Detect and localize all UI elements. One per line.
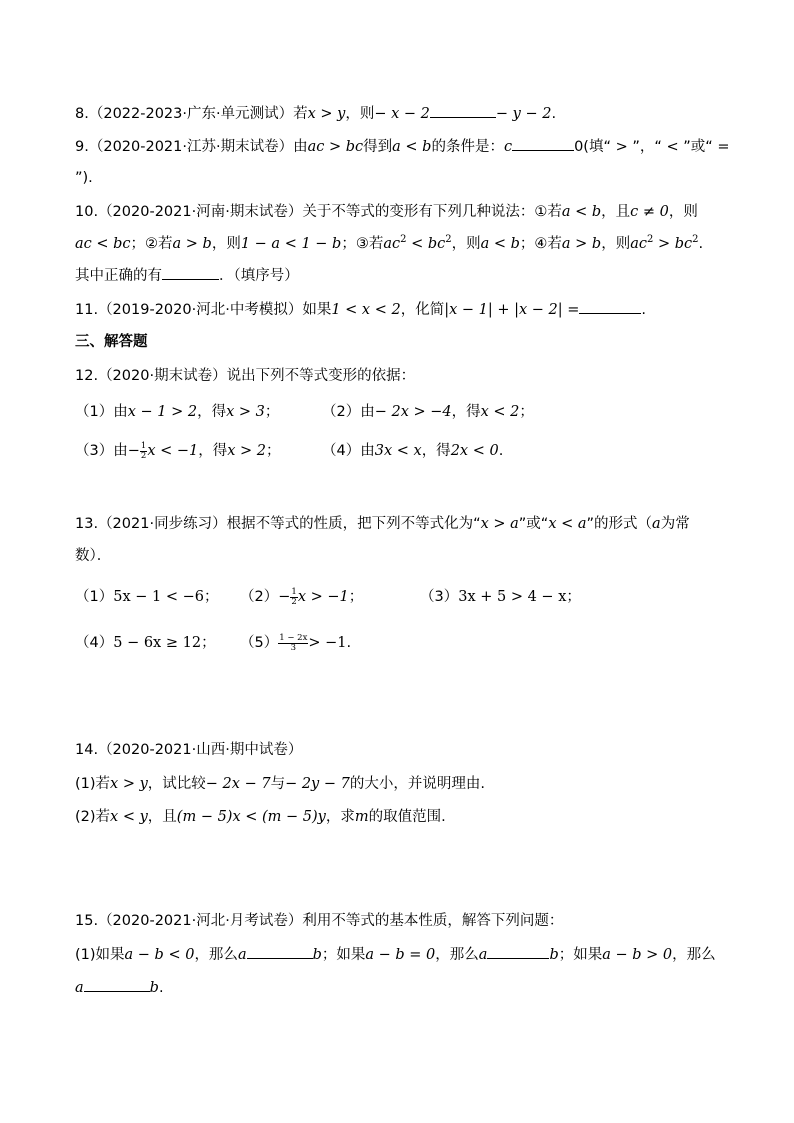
text: 根据不等式的性质，把下列不等式化为“	[226, 516, 481, 532]
q12-part-2	[322, 402, 534, 422]
answer-blank[interactable]	[512, 136, 574, 151]
text: ，那么	[672, 947, 716, 963]
question-15	[75, 911, 563, 931]
superscript: 2	[646, 234, 654, 246]
text: ，试比较	[147, 776, 206, 792]
text: ，则	[601, 236, 631, 252]
answer-blank[interactable]	[162, 265, 219, 280]
math: a − b < 0	[124, 947, 195, 963]
math: a < b	[392, 139, 432, 155]
math: a < b	[561, 204, 602, 220]
math: 1 < x < 2	[331, 302, 401, 318]
superscript: 2	[692, 234, 699, 246]
math: ac	[630, 236, 647, 252]
text: ；	[203, 589, 219, 605]
math: − 2x > −4	[374, 404, 452, 420]
text: （1）	[75, 589, 114, 605]
question-source: （2019-2020·河北·中考模拟）	[98, 302, 303, 318]
fraction	[290, 588, 297, 607]
text: ，得	[198, 443, 228, 459]
question-source: （2020·期末试卷）	[98, 368, 227, 384]
q15-part-1	[75, 944, 716, 965]
text: ，则	[211, 236, 241, 252]
text: （3）由	[75, 443, 128, 459]
text: ”的形式（	[586, 516, 653, 532]
math: x > y	[307, 106, 346, 122]
math: −	[127, 443, 140, 459]
q13-part-1	[75, 587, 218, 607]
text: （4）	[75, 635, 114, 651]
math: ac > bc	[307, 139, 364, 155]
math: x < y	[110, 809, 148, 825]
fraction	[278, 634, 308, 653]
text: 若	[293, 106, 308, 122]
question-14	[75, 740, 302, 760]
fraction-numerator: 1	[291, 586, 297, 597]
math: a	[75, 980, 84, 996]
math: x > −1	[297, 589, 349, 605]
q12-part-4	[322, 441, 503, 461]
question-13-cont	[75, 546, 111, 566]
math: x > a	[480, 516, 519, 532]
math: x < 2	[480, 404, 520, 420]
text: ，得	[451, 404, 481, 420]
answer-blank[interactable]	[487, 944, 549, 959]
text: 由	[293, 139, 308, 155]
text: （3）	[420, 589, 459, 605]
question-13	[75, 514, 690, 534]
answer-blank[interactable]	[579, 299, 641, 314]
text: ，则	[451, 236, 481, 252]
text: 的条件是：	[431, 139, 504, 155]
math: > −1	[308, 635, 347, 651]
text: (1)如果	[75, 947, 125, 963]
text: 0(填“ > ”，“ < ”或“ =	[574, 139, 730, 155]
question-11	[75, 299, 646, 320]
math: 3x < x	[374, 443, 422, 459]
math: |x − 1| + |x − 2| =	[444, 302, 580, 318]
text: ．（填序号）	[219, 268, 299, 284]
math: a − b = 0	[365, 947, 436, 963]
answer-blank[interactable]	[430, 103, 496, 118]
question-8	[75, 103, 556, 124]
text: .	[551, 106, 557, 122]
q12-part-3	[75, 441, 281, 461]
math: − 2x − 7	[205, 776, 271, 792]
text: ”或“	[518, 516, 549, 532]
question-number: 13.	[75, 516, 99, 532]
text: .	[498, 443, 504, 459]
text: ；如果	[321, 947, 366, 963]
question-number: 8.	[75, 106, 89, 122]
math: a	[652, 516, 661, 532]
text: 与	[270, 776, 286, 792]
section-heading: 三、解答题	[75, 334, 148, 350]
math: − y − 2	[495, 106, 552, 122]
text: (1)若	[75, 776, 111, 792]
question-number: 14.	[75, 742, 99, 758]
text: ，那么	[194, 947, 238, 963]
q14-part-1	[75, 774, 485, 794]
text: 关于不等式的变形有下列几种说法：①若	[302, 204, 562, 220]
math: < bc	[406, 236, 446, 252]
text: ，得	[197, 404, 227, 420]
text: 的取值范围.	[368, 809, 446, 825]
superscript: 2	[400, 234, 407, 246]
text: （2）由	[322, 404, 375, 420]
text: 的大小，并说明理由.	[349, 776, 485, 792]
math: x > 3	[226, 404, 265, 420]
q12-part-1	[75, 402, 279, 422]
text: （2）	[240, 589, 279, 605]
question-9-cont	[75, 168, 93, 188]
superscript: 2	[445, 234, 452, 246]
math: a > b	[561, 236, 602, 252]
math: > bc	[653, 236, 693, 252]
question-source: （2020-2021·江苏·期末试卷）	[88, 139, 294, 155]
q13-part-3	[420, 587, 581, 607]
text: 说出下列不等式变形的依据：	[226, 368, 416, 384]
text: ；	[266, 443, 281, 459]
question-10	[75, 202, 698, 222]
q15-part-1-cont	[75, 977, 164, 998]
math: a > b	[172, 236, 212, 252]
math: m	[354, 809, 369, 825]
fraction-numerator: 1	[140, 440, 147, 451]
math: a < b	[480, 236, 520, 252]
fraction-denominator: 2	[291, 596, 297, 607]
text: .	[158, 980, 164, 996]
math: a	[478, 947, 488, 963]
text: ，得	[421, 443, 451, 459]
text: .	[346, 635, 352, 651]
math: x − 1 > 2	[127, 404, 198, 420]
math: x < a	[548, 516, 587, 532]
math: x > y	[110, 776, 148, 792]
answer-blank[interactable]	[84, 977, 150, 992]
math: (m − 5)x < (m − 5)y	[176, 809, 326, 825]
question-number: 11.	[75, 302, 99, 318]
text: .	[698, 236, 704, 252]
question-source: （2020-2021·河北·月考试卷）	[98, 913, 303, 929]
math: a − b > 0	[602, 947, 673, 963]
text: 得到	[363, 139, 393, 155]
q13-part-2	[240, 587, 363, 607]
fraction-denominator: 3	[290, 642, 297, 653]
text: 如果	[302, 302, 332, 318]
question-number: 12.	[75, 368, 99, 384]
fraction-denominator: 2	[140, 450, 147, 461]
text: ；②若	[130, 236, 173, 252]
text: 数）．	[75, 548, 112, 564]
math: x > 2	[227, 443, 267, 459]
math: 1 − a < 1 − b	[240, 236, 342, 252]
math: − x − 2	[374, 106, 430, 122]
text: （4）由	[322, 443, 375, 459]
math: − 2y − 7	[285, 776, 350, 792]
q13-part-4	[75, 633, 216, 653]
text: .	[641, 302, 647, 318]
question-10-line3	[75, 265, 299, 286]
math: b	[149, 980, 159, 996]
text: ，化简	[400, 302, 445, 318]
text: ，那么	[435, 947, 479, 963]
question-source: （2021·同步练习）	[98, 516, 227, 532]
math: x < −1	[147, 443, 199, 459]
text: ”).	[75, 170, 93, 186]
text: ；③若	[341, 236, 384, 252]
question-source: （2020-2021·河南·期末试卷）	[98, 204, 303, 220]
fraction-numerator: 1 − 2x	[279, 632, 308, 643]
math: b	[312, 947, 322, 963]
math: ac < bc	[75, 236, 131, 252]
answer-blank[interactable]	[247, 944, 313, 959]
math: 3x + 5 > 4 − x	[458, 589, 567, 605]
text: ；	[264, 404, 280, 420]
question-number: 15.	[75, 913, 99, 929]
math: 5x − 1 < −6	[113, 589, 204, 605]
math: b	[549, 947, 559, 963]
q14-part-2	[75, 807, 446, 827]
text: ，且	[147, 809, 177, 825]
text: （1）由	[75, 404, 128, 420]
text: ，则	[668, 204, 698, 220]
question-10-line2	[75, 234, 703, 254]
text: ；如果	[558, 947, 603, 963]
question-number: 9.	[75, 139, 89, 155]
text: ，则	[345, 106, 375, 122]
question-number: 10.	[75, 204, 99, 220]
math: 2x < 0	[450, 443, 499, 459]
text: ，求	[325, 809, 355, 825]
text: ，且	[601, 204, 631, 220]
math: a	[237, 947, 247, 963]
math: c ≠ 0	[630, 204, 669, 220]
q13-part-5	[240, 633, 351, 653]
text: 其中正确的有	[75, 268, 162, 284]
text: ；④若	[519, 236, 562, 252]
text: ；	[348, 589, 364, 605]
text: ；	[519, 404, 534, 420]
text: （5）	[240, 635, 279, 651]
text: ；	[201, 635, 216, 651]
math: −	[278, 589, 291, 605]
text: 为常	[660, 516, 690, 532]
question-12	[75, 366, 415, 386]
text: 利用不等式的基本性质，解答下列问题：	[302, 913, 564, 929]
question-9	[75, 136, 730, 157]
question-source: （2020-2021·山西·期中试卷）	[98, 742, 303, 758]
text: ；	[566, 589, 581, 605]
question-source: （2022-2023·广东·单元测试）	[88, 106, 294, 122]
math: ac	[383, 236, 401, 252]
text: (2)若	[75, 809, 111, 825]
math: 5 − 6x ≥ 12	[113, 635, 202, 651]
math: c	[503, 139, 513, 155]
